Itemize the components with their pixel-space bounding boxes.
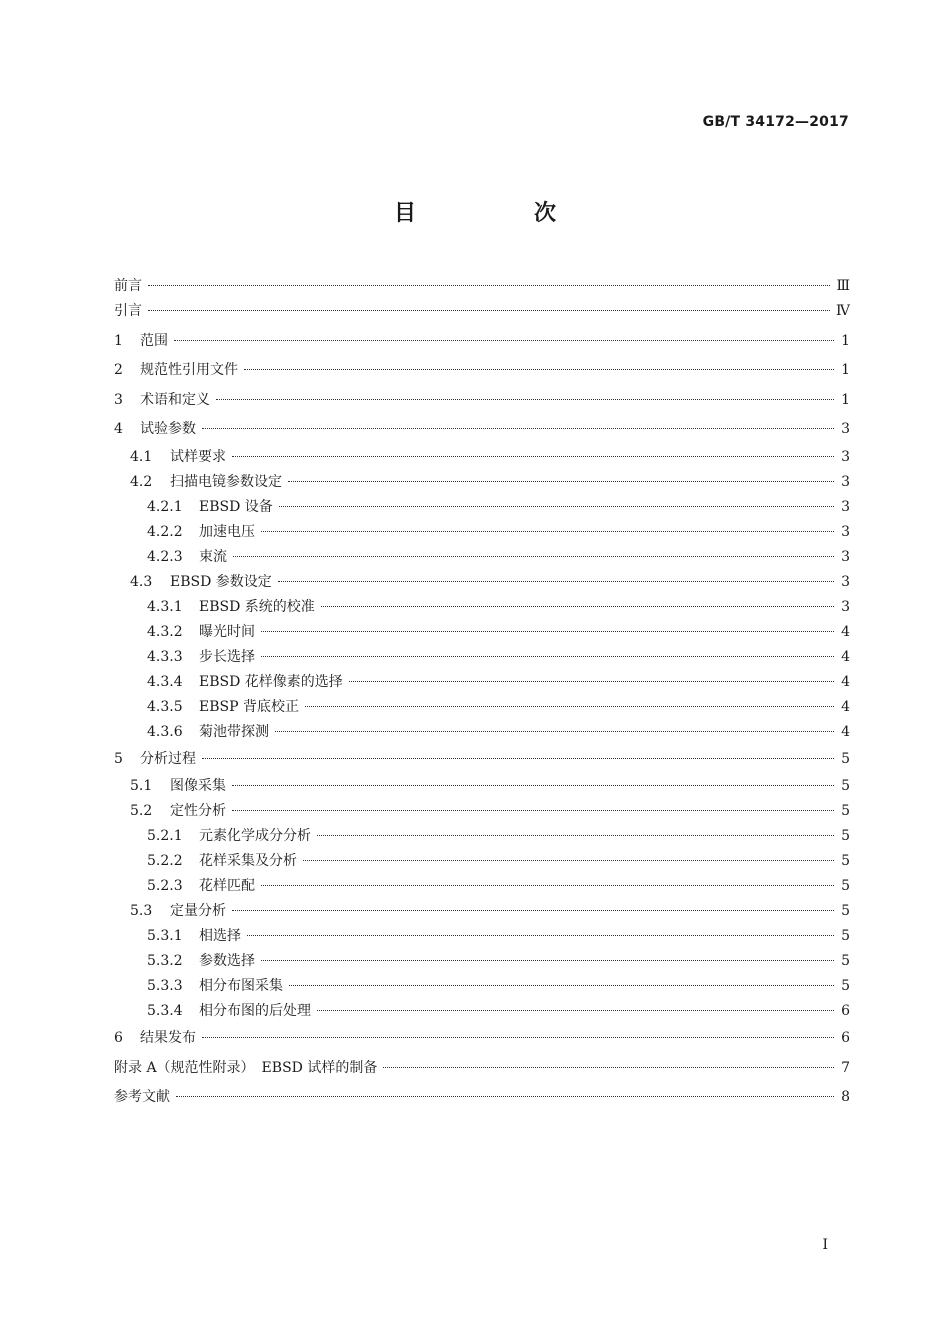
dot-leader <box>176 1096 834 1097</box>
toc-entry-title: EBSD 系统的校准 <box>199 598 315 615</box>
toc-entry-number: 6 <box>114 1030 123 1046</box>
toc-entry-number: 4.2.3 <box>147 548 183 565</box>
toc-entry-number: 4.1 <box>130 448 153 465</box>
dot-leader <box>202 758 834 759</box>
toc-entry[interactable] <box>114 949 850 974</box>
toc-entry-title: 附录 A（规范性附录） EBSD 试样的制备 <box>114 1059 378 1076</box>
toc-entry-page: 4 <box>841 648 850 665</box>
toc-entry-label <box>114 974 283 999</box>
toc-entry-number: 5.2 <box>130 803 153 819</box>
toc-entry-label <box>114 470 282 495</box>
toc-entry-page: 3 <box>841 548 850 565</box>
toc-entry-page: 1 <box>841 362 850 378</box>
toc-entry[interactable] <box>114 824 850 849</box>
toc-entry-title: 引言 <box>114 303 142 319</box>
toc-entry-number: 4.3.6 <box>147 723 183 740</box>
toc-entry-page: 6 <box>841 1030 850 1046</box>
toc-entry-label <box>114 999 311 1024</box>
toc-entry[interactable] <box>114 1054 850 1084</box>
toc-entry[interactable] <box>114 470 850 495</box>
toc-entry-label <box>114 545 227 570</box>
dot-leader <box>233 556 834 557</box>
toc-entry-page: 4 <box>841 623 850 640</box>
toc-entry[interactable] <box>114 570 850 595</box>
dot-leader <box>275 731 834 732</box>
toc-entry-page: 3 <box>841 498 850 515</box>
toc-entry-number: 5.2.2 <box>147 853 183 869</box>
toc-entry[interactable] <box>114 545 850 570</box>
toc-entry-page: 5 <box>841 903 850 919</box>
dot-leader <box>202 1037 834 1038</box>
dot-leader <box>261 885 834 886</box>
toc-entry-title: EBSP 背底校正 <box>199 698 299 715</box>
toc-entry-page: 3 <box>841 573 850 590</box>
toc-entry-number: 4.2.1 <box>147 498 183 515</box>
toc-entry-page: 5 <box>841 853 850 869</box>
toc-entry-title: EBSD 花样像素的选择 <box>199 673 343 690</box>
toc-entry-page: 5 <box>841 828 850 844</box>
toc-entry-title: 曝光时间 <box>199 623 255 640</box>
toc-entry-label <box>114 695 299 720</box>
toc-entry-page: 3 <box>841 448 850 465</box>
toc-entry-page: Ⅳ <box>836 303 850 319</box>
toc-entry-number: 4.3.1 <box>147 598 183 615</box>
toc-entry-label <box>114 520 255 545</box>
dot-leader <box>305 706 834 707</box>
toc-entry[interactable] <box>114 495 850 520</box>
dot-leader <box>261 960 834 961</box>
toc-entry[interactable] <box>114 849 850 874</box>
toc-entry-title: EBSD 设备 <box>199 498 273 515</box>
toc-entry-title: 菊池带探测 <box>199 723 269 740</box>
toc-entry-number: 4.3.4 <box>147 673 183 690</box>
toc-entry-title: 试验参数 <box>140 421 196 437</box>
toc-entry-label <box>114 720 269 745</box>
toc-entry[interactable] <box>114 297 850 327</box>
toc-entry-title: 加速电压 <box>199 523 255 540</box>
page-number: Ⅰ <box>822 1237 828 1253</box>
toc-entry-page: 5 <box>841 928 850 944</box>
toc-entry[interactable] <box>114 445 850 470</box>
toc-entry-label <box>114 799 226 824</box>
toc-entry-number: 4.3.2 <box>147 623 183 640</box>
dot-leader <box>247 935 834 936</box>
toc-entry-label <box>114 570 272 595</box>
toc-entry-page: 5 <box>841 978 850 994</box>
toc-entry[interactable] <box>114 1024 850 1054</box>
toc-entry[interactable] <box>114 899 850 924</box>
toc-entry-label <box>114 595 315 620</box>
toc-entry-number: 4.2 <box>130 473 153 490</box>
toc-entry-label <box>114 1024 196 1054</box>
toc-entry-title: 相选择 <box>199 928 241 944</box>
toc-entry-number: 4.3.5 <box>147 698 183 715</box>
dot-leader <box>216 399 834 400</box>
toc-entry[interactable] <box>114 695 850 720</box>
dot-leader <box>317 835 834 836</box>
dot-leader <box>288 481 834 482</box>
toc-entry-page: 4 <box>841 723 850 740</box>
toc-entry[interactable] <box>114 974 850 999</box>
toc-entry-title: 图像采集 <box>170 778 226 794</box>
toc-entry-page: 4 <box>841 673 850 690</box>
toc-entry-number: 4.2.2 <box>147 523 183 540</box>
toc-entry-page: 5 <box>841 953 850 969</box>
toc-entry-title: 步长选择 <box>199 648 255 665</box>
toc-entry[interactable] <box>114 774 850 799</box>
toc-entry-number: 5.1 <box>130 778 153 794</box>
toc-entry-number: 5 <box>114 750 123 767</box>
table-of-contents <box>114 272 850 1113</box>
standard-code: GB/T 34172—2017 <box>702 114 849 130</box>
dot-leader <box>174 340 834 341</box>
toc-entry-title: 元素化学成分分析 <box>199 828 311 844</box>
toc-entry-page: 7 <box>841 1059 850 1076</box>
toc-entry[interactable] <box>114 720 850 745</box>
dot-leader <box>261 656 834 657</box>
toc-entry-number: 3 <box>114 391 123 408</box>
toc-entry-label <box>114 774 226 799</box>
toc-entry-title: 定性分析 <box>170 803 226 819</box>
toc-entry-page: 5 <box>841 803 850 819</box>
toc-entry-label <box>114 824 311 849</box>
dot-leader <box>278 581 834 582</box>
toc-entry-label <box>114 415 196 445</box>
toc-entry[interactable] <box>114 620 850 645</box>
toc-entry-number: 5.3.3 <box>147 978 183 994</box>
toc-entry-page: 5 <box>841 778 850 794</box>
toc-entry-title: 相分布图的后处理 <box>199 1003 311 1019</box>
toc-entry-page: 6 <box>841 1003 850 1019</box>
toc-entry-page: 3 <box>841 598 850 615</box>
toc-entry-label <box>114 327 168 357</box>
dot-leader <box>244 369 834 370</box>
toc-entry-label <box>114 949 255 974</box>
toc-entry[interactable] <box>114 874 850 899</box>
toc-entry-number: 5.3.4 <box>147 1003 183 1019</box>
toc-entry-label <box>114 849 297 874</box>
toc-entry[interactable] <box>114 670 850 695</box>
toc-entry[interactable] <box>114 520 850 545</box>
toc-entry-title: 相分布图采集 <box>199 978 283 994</box>
toc-entry-page: 1 <box>841 332 850 349</box>
toc-entry-title: 定量分析 <box>170 903 226 919</box>
toc-entry-label <box>114 645 255 670</box>
toc-entry-number: 5.2.3 <box>147 878 183 894</box>
toc-entry-page: 5 <box>841 878 850 894</box>
dot-leader <box>202 428 834 429</box>
dot-leader <box>232 910 834 911</box>
toc-entry-page: 4 <box>841 698 850 715</box>
toc-entry-title: 花样采集及分析 <box>199 853 297 869</box>
toc-entry-number: 5.3 <box>130 903 153 919</box>
toc-entry-title: 结果发布 <box>140 1030 196 1046</box>
toc-entry[interactable] <box>114 645 850 670</box>
toc-entry-title: 束流 <box>199 548 227 565</box>
toc-entry[interactable] <box>114 924 850 949</box>
toc-entry-label <box>114 745 196 775</box>
dot-leader <box>349 681 834 682</box>
toc-entry-title: 分析过程 <box>140 750 196 767</box>
toc-entry-title: 规范性引用文件 <box>140 362 238 378</box>
toc-entry-number: 5.3.2 <box>147 953 183 969</box>
dot-leader <box>148 285 830 286</box>
dot-leader <box>232 456 834 457</box>
toc-entry-page: 3 <box>841 523 850 540</box>
toc-entry-title: 参考文献 <box>114 1089 170 1105</box>
toc-entry[interactable] <box>114 799 850 824</box>
dot-leader <box>261 531 834 532</box>
toc-entry[interactable] <box>114 386 850 416</box>
toc-entry-number: 4 <box>114 421 123 437</box>
dot-leader <box>261 631 834 632</box>
toc-entry-label <box>114 874 255 899</box>
dot-leader <box>279 506 834 507</box>
dot-leader <box>232 785 834 786</box>
dot-leader <box>303 860 834 861</box>
dot-leader <box>317 1010 834 1011</box>
toc-entry-label <box>114 620 255 645</box>
toc-entry-number: 2 <box>114 362 123 378</box>
toc-entry-title: EBSD 参数设定 <box>170 573 272 590</box>
dot-leader <box>383 1067 834 1068</box>
page-title: 目 次 <box>393 201 604 226</box>
toc-entry-label <box>114 1083 170 1113</box>
toc-entry-label <box>114 924 241 949</box>
toc-entry-number: 5.3.1 <box>147 928 183 944</box>
toc-entry-page: 1 <box>841 391 850 408</box>
toc-entry-title: 范围 <box>140 332 168 349</box>
toc-entry-page: Ⅲ <box>836 278 850 294</box>
toc-entry-title: 试样要求 <box>170 448 226 465</box>
toc-entry-page: 5 <box>841 750 850 767</box>
toc-entry-title: 术语和定义 <box>140 391 210 408</box>
toc-entry[interactable] <box>114 745 850 775</box>
toc-entry[interactable] <box>114 415 850 445</box>
dot-leader <box>148 310 830 311</box>
toc-entry-number: 4.3 <box>130 573 153 590</box>
toc-entry-title: 参数选择 <box>199 953 255 969</box>
toc-entry-label <box>114 670 343 695</box>
toc-entry-page: 3 <box>841 473 850 490</box>
toc-entry-title: 花样匹配 <box>199 878 255 894</box>
toc-entry-number: 5.2.1 <box>147 828 183 844</box>
toc-entry-label <box>114 386 210 416</box>
toc-entry-label <box>114 297 142 327</box>
toc-entry-page: 3 <box>841 421 850 437</box>
toc-entry-number: 1 <box>114 332 123 349</box>
toc-entry-number: 4.3.3 <box>147 648 183 665</box>
toc-entry-label <box>114 445 226 470</box>
toc-entry-label <box>114 495 273 520</box>
toc-entry[interactable] <box>114 356 850 386</box>
toc-entry-title: 扫描电镜参数设定 <box>170 473 282 490</box>
dot-leader <box>321 606 834 607</box>
toc-entry[interactable] <box>114 1083 850 1113</box>
toc-entry-label <box>114 1054 377 1084</box>
dot-leader <box>232 810 834 811</box>
toc-entry[interactable] <box>114 999 850 1024</box>
toc-entry[interactable] <box>114 327 850 357</box>
toc-entry[interactable] <box>114 595 850 620</box>
dot-leader <box>289 985 834 986</box>
toc-entry[interactable] <box>114 272 850 297</box>
toc-entry-label <box>114 356 238 386</box>
toc-entry-title: 前言 <box>114 278 142 294</box>
toc-entry-label <box>114 899 226 924</box>
toc-entry-page: 8 <box>841 1089 850 1105</box>
